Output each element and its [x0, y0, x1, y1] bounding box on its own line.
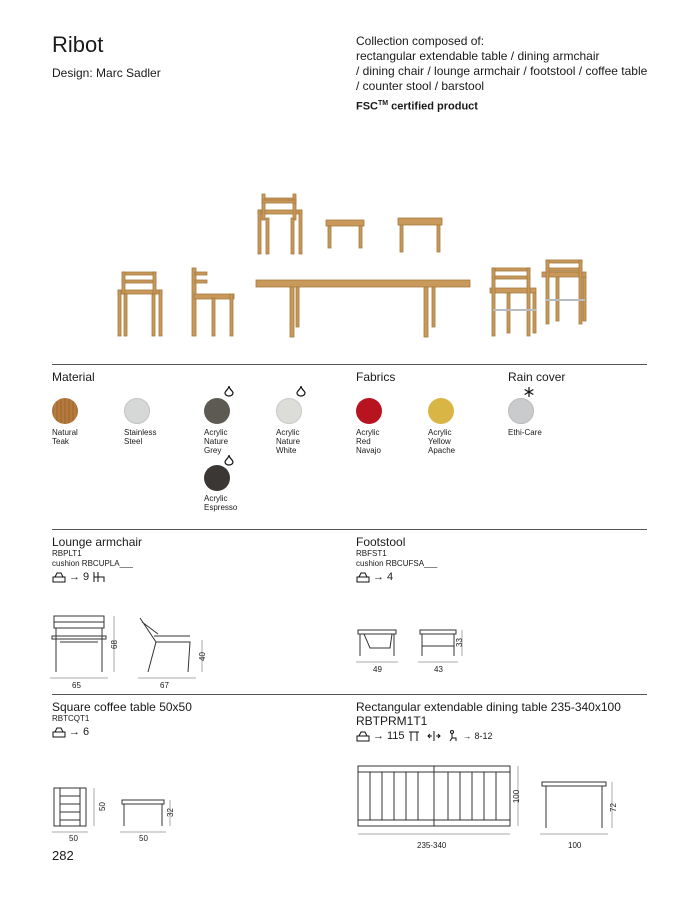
swatch-natural-teak [52, 398, 78, 424]
water-drop-icon [225, 455, 233, 465]
product-dining-table [356, 700, 621, 742]
dim-seat-height: 40 [197, 652, 207, 661]
footstool-image [326, 220, 364, 248]
swatch-label [428, 428, 488, 455]
pack-quantity: 115 [387, 730, 405, 742]
divider-line [52, 529, 647, 530]
pack-info [356, 571, 437, 583]
product-code: RBTCQT1 [52, 714, 90, 723]
snowflake-icon [524, 387, 534, 397]
product-title: Rectangular extendable dining table 235-340x100 [356, 700, 621, 714]
package-icon [52, 571, 66, 583]
rain-cover-heading: Rain cover [508, 370, 566, 384]
coffee-table-image [398, 218, 442, 252]
divider-line [52, 364, 647, 365]
swatch-label-line: Red [356, 437, 371, 446]
collection-line: / dining chair / lounge armchair / footstool / coffee table [356, 64, 648, 78]
swatch-label-line: Yellow [428, 437, 451, 446]
swatch-label-line: Nature [276, 437, 301, 446]
cushion-code: cushion RBCUPLA___ [52, 559, 133, 568]
water-drop-icon [225, 386, 233, 396]
designer-credit: Design: Marc Sadler [52, 66, 161, 80]
lounge-armchair-image [118, 272, 162, 336]
swatch-label-line: Teak [52, 437, 69, 446]
arrow-glyph: → [462, 731, 472, 741]
swatch-label-line: Acrylic [204, 494, 228, 503]
extendable-icon [427, 730, 441, 742]
pack-info [52, 726, 192, 738]
swatch-label-line: Acrylic [356, 428, 380, 437]
swatch-acrylic-red-navajo [356, 398, 382, 424]
product-title: Lounge armchair [52, 535, 143, 549]
fsc-certification [356, 100, 478, 113]
swatch-label-line: Navajo [356, 446, 381, 455]
seating-icon [448, 730, 460, 742]
product-coffee-table [52, 700, 192, 738]
collection-line: Collection composed of: [356, 34, 485, 48]
dining-armchair-image [258, 194, 302, 254]
dim-length: 235-340 [417, 841, 447, 850]
product-lounge-armchair [52, 535, 142, 583]
swatch-label [124, 428, 184, 446]
dim-width: 50 [69, 834, 78, 843]
swatch-stainless-steel [124, 398, 150, 424]
swatch-label-line: Steel [124, 437, 143, 446]
dim-width: 65 [72, 681, 81, 690]
product-code: RBTPRM1T1 [356, 714, 428, 728]
swatch-label [508, 428, 568, 437]
arrow-glyph: → [373, 730, 384, 742]
divider-line [52, 694, 647, 695]
dining-chair-image [192, 268, 234, 336]
collection-line: / counter stool / barstool [356, 79, 485, 93]
dim-depth: 43 [434, 665, 443, 674]
fabrics-heading: Fabrics [356, 370, 396, 384]
swatch-label [276, 428, 336, 455]
dim-depth: 50 [97, 802, 107, 811]
water-drop-icon [297, 386, 305, 396]
product-title: Square coffee table 50x50 [52, 700, 192, 714]
dim-height: 68 [109, 640, 119, 649]
page-number: 282 [52, 848, 74, 863]
dim-width: 100 [512, 789, 522, 804]
pack-info [52, 571, 142, 583]
swatch-label-line: Acrylic [204, 428, 228, 437]
swatch-acrylic-espresso [204, 465, 230, 491]
dim-height: 33 [454, 638, 464, 647]
swatch-label-line: Apache [428, 446, 456, 455]
pack-quantity: 4 [387, 571, 394, 583]
swatch-label-line: Espresso [204, 503, 238, 512]
swatch-label [52, 428, 112, 446]
product-code: RBPLT1 [52, 549, 82, 558]
swatch-label-line: Acrylic [428, 428, 452, 437]
dim-width: 49 [373, 665, 382, 674]
swatch-label [204, 494, 264, 512]
swatch-label-line: Ethi-Care [508, 428, 542, 437]
arrow-glyph: → [69, 571, 80, 583]
swatch-label [356, 428, 416, 455]
fsc-prefix: FSC [356, 100, 378, 113]
fsc-suffix: certified product [388, 100, 478, 113]
dim-depth: 67 [160, 681, 169, 690]
product-title: Footstool [356, 535, 406, 549]
page-title: Ribot [52, 32, 104, 57]
pack-quantity: 6 [83, 726, 90, 738]
collection-line: rectangular extendable table / dining armchair [356, 49, 600, 63]
product-footstool [356, 535, 437, 583]
arrow-glyph: → [373, 571, 384, 583]
package-icon [356, 571, 370, 583]
swatch-ethi-care [508, 398, 534, 424]
swatch-acrylic-yellow-apache [428, 398, 454, 424]
pack-quantity: 9 [83, 571, 90, 583]
swatch-acrylic-nature-white [276, 398, 302, 424]
dim-depth: 100 [568, 841, 582, 850]
dim-top-width: 50 [139, 834, 148, 843]
fsc-trademark: TM [378, 100, 389, 107]
seating-capacity: 8-12 [474, 731, 493, 741]
counter-stool-image [490, 268, 536, 336]
dining-table-image [256, 280, 470, 337]
collection-photo [0, 190, 700, 350]
product-code: RBFST1 [356, 549, 387, 558]
collection-description [356, 34, 656, 94]
cushion-code: cushion RBCUFSA___ [356, 559, 438, 568]
material-heading: Material [52, 370, 95, 384]
barstool-image [542, 260, 586, 324]
pack-info [356, 730, 621, 742]
swatch-label-line: Nature [204, 437, 229, 446]
stackable-icon [92, 571, 106, 583]
dim-height: 32 [165, 808, 175, 817]
swatch-label-line: White [276, 446, 297, 455]
package-icon [356, 730, 370, 742]
swatch-label-line: Acrylic [276, 428, 300, 437]
arrow-glyph: → [69, 726, 80, 738]
swatch-label-line: Natural [52, 428, 78, 437]
swatch-label [204, 428, 264, 455]
dim-height: 72 [608, 803, 618, 812]
swatch-label-line: Stainless [124, 428, 157, 437]
swatch-acrylic-nature-grey [204, 398, 230, 424]
table-base-icon [408, 730, 420, 742]
package-icon [52, 726, 66, 738]
swatch-label-line: Grey [204, 446, 222, 455]
